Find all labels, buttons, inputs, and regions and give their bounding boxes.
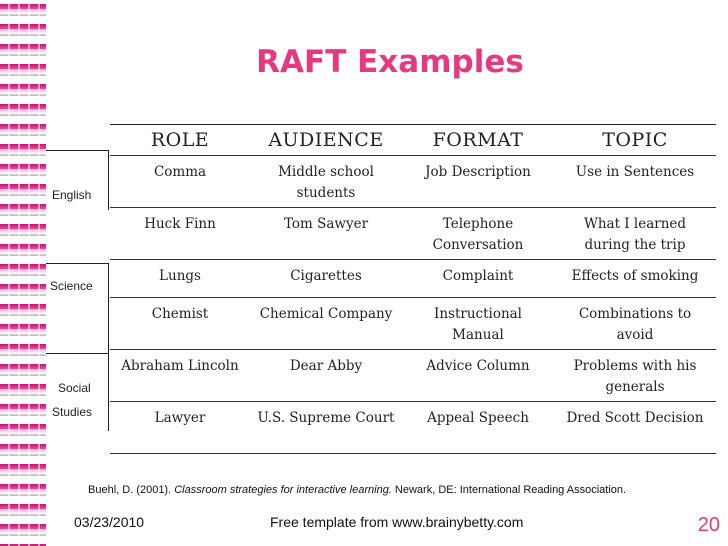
table-row: [110, 260, 716, 298]
cell-format: Complaint: [402, 260, 554, 298]
table-row: [110, 402, 716, 454]
table-row: [110, 350, 716, 402]
header-topic: TOPIC: [554, 125, 716, 156]
citation-suffix: Newark, DE: International Reading Association.: [391, 484, 627, 496]
cell-format: Telephone Conversation: [402, 208, 554, 260]
cell-role: Chemist: [110, 298, 250, 350]
raft-table: [110, 124, 716, 454]
header-format: FORMAT: [402, 125, 554, 156]
cell-format: Appeal Speech: [402, 402, 554, 454]
footer-date: 03/23/2010: [74, 514, 145, 530]
cell-audience: Tom Sawyer: [250, 208, 402, 260]
table-row: [110, 298, 716, 350]
cell-topic: Use in Sentences: [554, 156, 716, 208]
cell-topic: Problems with his generals: [554, 350, 716, 402]
cell-role: Huck Finn: [110, 208, 250, 260]
category-divider-social: [46, 353, 109, 354]
category-english-label: English: [52, 188, 92, 202]
citation-prefix: Buehl, D. (2001).: [88, 484, 175, 496]
citation: [88, 484, 626, 496]
footer-credit: Free template from www.brainybetty.com: [270, 514, 524, 530]
table-header-row: [110, 125, 716, 156]
cell-topic: Dred Scott Decision: [554, 402, 716, 454]
cell-role: Lungs: [110, 260, 250, 298]
cell-topic: Combinations to avoid: [554, 298, 716, 350]
cell-format: Instructional Manual: [402, 298, 554, 350]
category-social-label: Social: [58, 381, 91, 395]
table-row: [110, 156, 716, 208]
category-divider-english: [46, 150, 109, 151]
category-science-label: Science: [50, 279, 93, 293]
category-studies-label: Studies: [52, 405, 93, 419]
cell-format: Job Description: [402, 156, 554, 208]
table-row: [110, 208, 716, 260]
category-bracket-english: [108, 150, 109, 210]
cell-topic: Effects of smoking: [554, 260, 716, 298]
cell-audience: Middle school students: [250, 156, 402, 208]
cell-role: Abraham Lincoln: [110, 350, 250, 402]
cell-role: Comma: [110, 156, 250, 208]
slide-title: RAFT Examples: [256, 44, 524, 80]
cell-audience: Dear Abby: [250, 350, 402, 402]
cell-format: Advice Column: [402, 350, 554, 402]
cell-role: Lawyer: [110, 402, 250, 454]
category-divider-science: [46, 263, 109, 264]
header-audience: AUDIENCE: [250, 125, 402, 156]
cell-audience: Chemical Company: [250, 298, 402, 350]
decorative-left-border: [0, 0, 46, 546]
page-number: 20: [697, 514, 720, 536]
cell-audience: Cigarettes: [250, 260, 402, 298]
cell-audience: U.S. Supreme Court: [250, 402, 402, 454]
citation-title: Classroom strategies for interactive learning.: [174, 484, 392, 496]
header-role: ROLE: [110, 125, 250, 156]
category-bracket-science: [108, 263, 109, 353]
cell-topic: What I learned during the trip: [554, 208, 716, 260]
category-bracket-social: [108, 353, 109, 431]
